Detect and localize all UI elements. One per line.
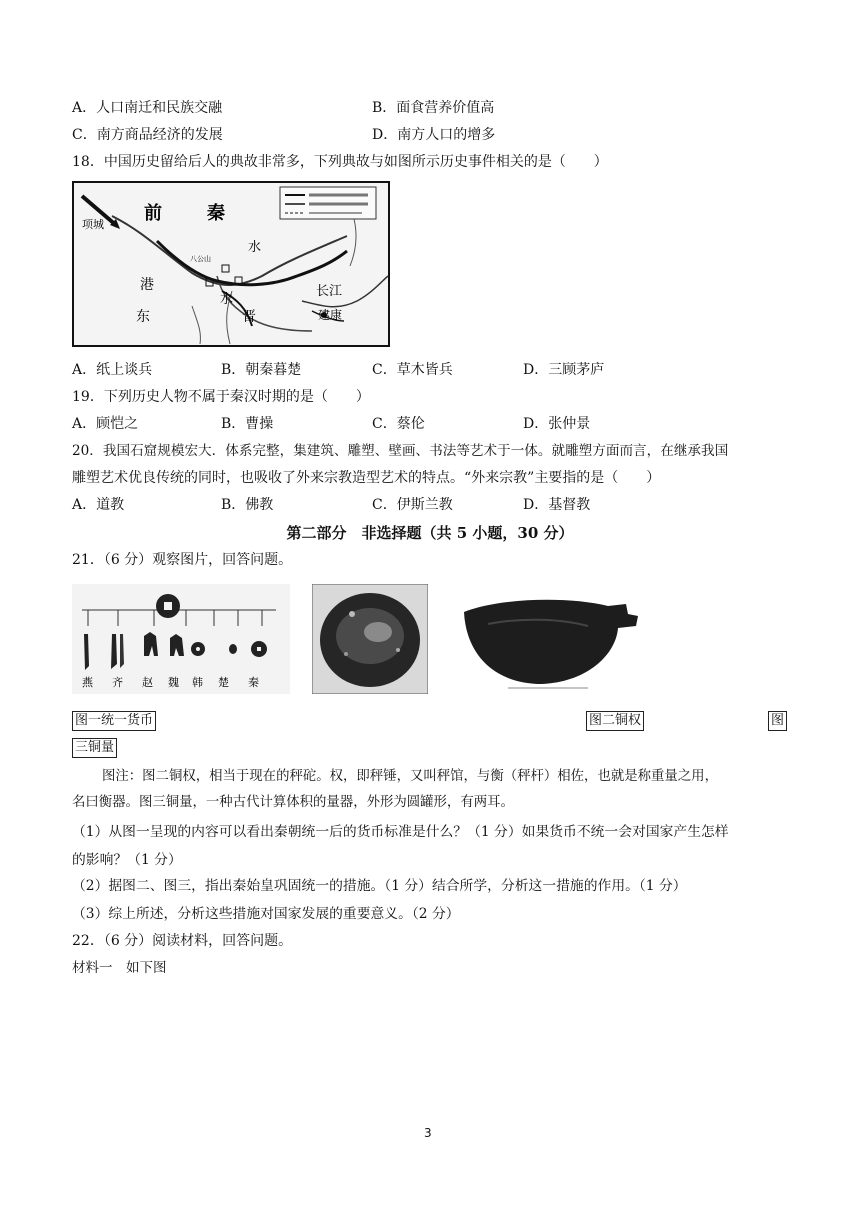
q17-option-d: D．南方人口的增多 [372, 127, 496, 143]
map-label-jin: 晋 [242, 309, 256, 325]
q20-option-d: D．基督教 [523, 497, 591, 513]
q21-figure2-bronze-weight [312, 584, 428, 694]
q21-caption3-part2: 三铜量 [72, 738, 117, 758]
coin-label-wei: 魏 [168, 676, 179, 689]
coin-label-qi: 齐 [112, 676, 123, 689]
coin-label-chu: 楚 [218, 676, 229, 689]
coin-label-qin: 秦 [248, 676, 259, 689]
q21-sub3: （3）综上所述，分析这些措施对国家发展的重要意义。（2 分） [72, 906, 460, 922]
q17-option-a: A．人口南迁和民族交融 [72, 100, 223, 116]
q18-option-d: D．三顾茅庐 [523, 362, 605, 378]
q20-option-c: C．伊斯兰教 [372, 497, 453, 513]
q18-option-a: A．纸上谈兵 [72, 362, 153, 378]
q19-option-b: B．曹操 [221, 416, 274, 432]
q19-option-d: D．张仲景 [523, 416, 591, 432]
map-label-qin: 秦 [207, 203, 225, 224]
q18-map [72, 181, 390, 347]
q20-option-b: B．佛教 [221, 497, 274, 513]
page-number: 3 [424, 1126, 432, 1140]
map-label-shui-top: 水 [248, 240, 262, 255]
map-label-changjiang: 长江 [316, 284, 343, 299]
map-label-qian: 前 [144, 203, 162, 224]
q21-note-line2: 名曰衡器。图三铜量，一种古代计算体积的量器，外形为圆罐形，有两耳。 [72, 795, 514, 810]
q18-option-c: C．草木皆兵 [372, 362, 453, 378]
map-label-xiangcheng: 项城 [82, 218, 104, 231]
q21-note-line1: 图注：图二铜权，相当于现在的秤砣。权，即秤锤，又叫秤馆，与衡（秤杆）相佐，也就是称重量之用， [102, 769, 718, 784]
part2-title: 第二部分 非选择题（共 5 小题，30 分） [286, 524, 574, 542]
q19-stem: 19．下列历史人物不属于秦汉时期的是（ ） [72, 389, 370, 405]
q20-stem-line1: 20．我国石窟规模宏大．体系完整，集建筑、雕塑、壁画、书法等艺术于一体。就雕塑方面而言，在继承我国 [72, 443, 729, 459]
q21-figure3-bronze-measure [458, 584, 640, 694]
q21-caption2: 图二铜权 [586, 711, 644, 731]
q21-sub1-line2: 的影响？（1 分） [72, 852, 182, 868]
q20-option-a: A．道教 [72, 497, 125, 513]
q18-option-b: B．朝秦暮楚 [221, 362, 302, 378]
map-label-dong: 东 [136, 309, 150, 325]
q21-sub2: （2）据图二、图三，指出秦始皇巩固统一的措施。（1 分）结合所学，分析这一措施的作用。（1 分） [72, 878, 687, 894]
q21-caption1: 图一统一货币 [72, 711, 156, 731]
q21-stem: 21．（6 分）观察图片，回答问题。 [72, 552, 293, 568]
map-label-bagongshan: 八公山 [190, 255, 211, 263]
q17-option-b: B．面食营养价值高 [372, 100, 495, 116]
q17-option-c: C．南方商品经济的发展 [72, 127, 223, 143]
coin-label-zhao: 赵 [142, 676, 153, 689]
q21-figure1-coins [72, 584, 290, 694]
q19-option-c: C．蔡伦 [372, 416, 425, 432]
map-label-shui-mid: 水 [220, 292, 234, 307]
map-label-jiankang: 建康 [318, 308, 343, 322]
q19-option-a: A．顾恺之 [72, 416, 139, 432]
q22-stem: 22．（6 分）阅读材料，回答问题。 [72, 933, 293, 949]
q21-caption3-part1: 图 [768, 711, 787, 731]
q21-sub1-line1: （1）从图一呈现的内容可以看出秦朝统一后的货币标准是什么？（1 分）如果货币不统一会对国家产生怎样 [72, 824, 729, 840]
q18-stem: 18．中国历史留给后人的典故非常多，下列典故与如图所示历史事件相关的是（ ） [72, 154, 608, 170]
q20-stem-line2: 雕塑艺术优良传统的同时，也吸收了外来宗教造型艺术的特点。“外来宗教”主要指的是（ ） [72, 470, 661, 486]
coin-label-yan: 燕 [82, 676, 93, 689]
coin-label-han: 韩 [192, 676, 203, 689]
map-label-gang: 港 [140, 277, 154, 293]
q22-material1: 材料一 如下图 [72, 960, 167, 976]
